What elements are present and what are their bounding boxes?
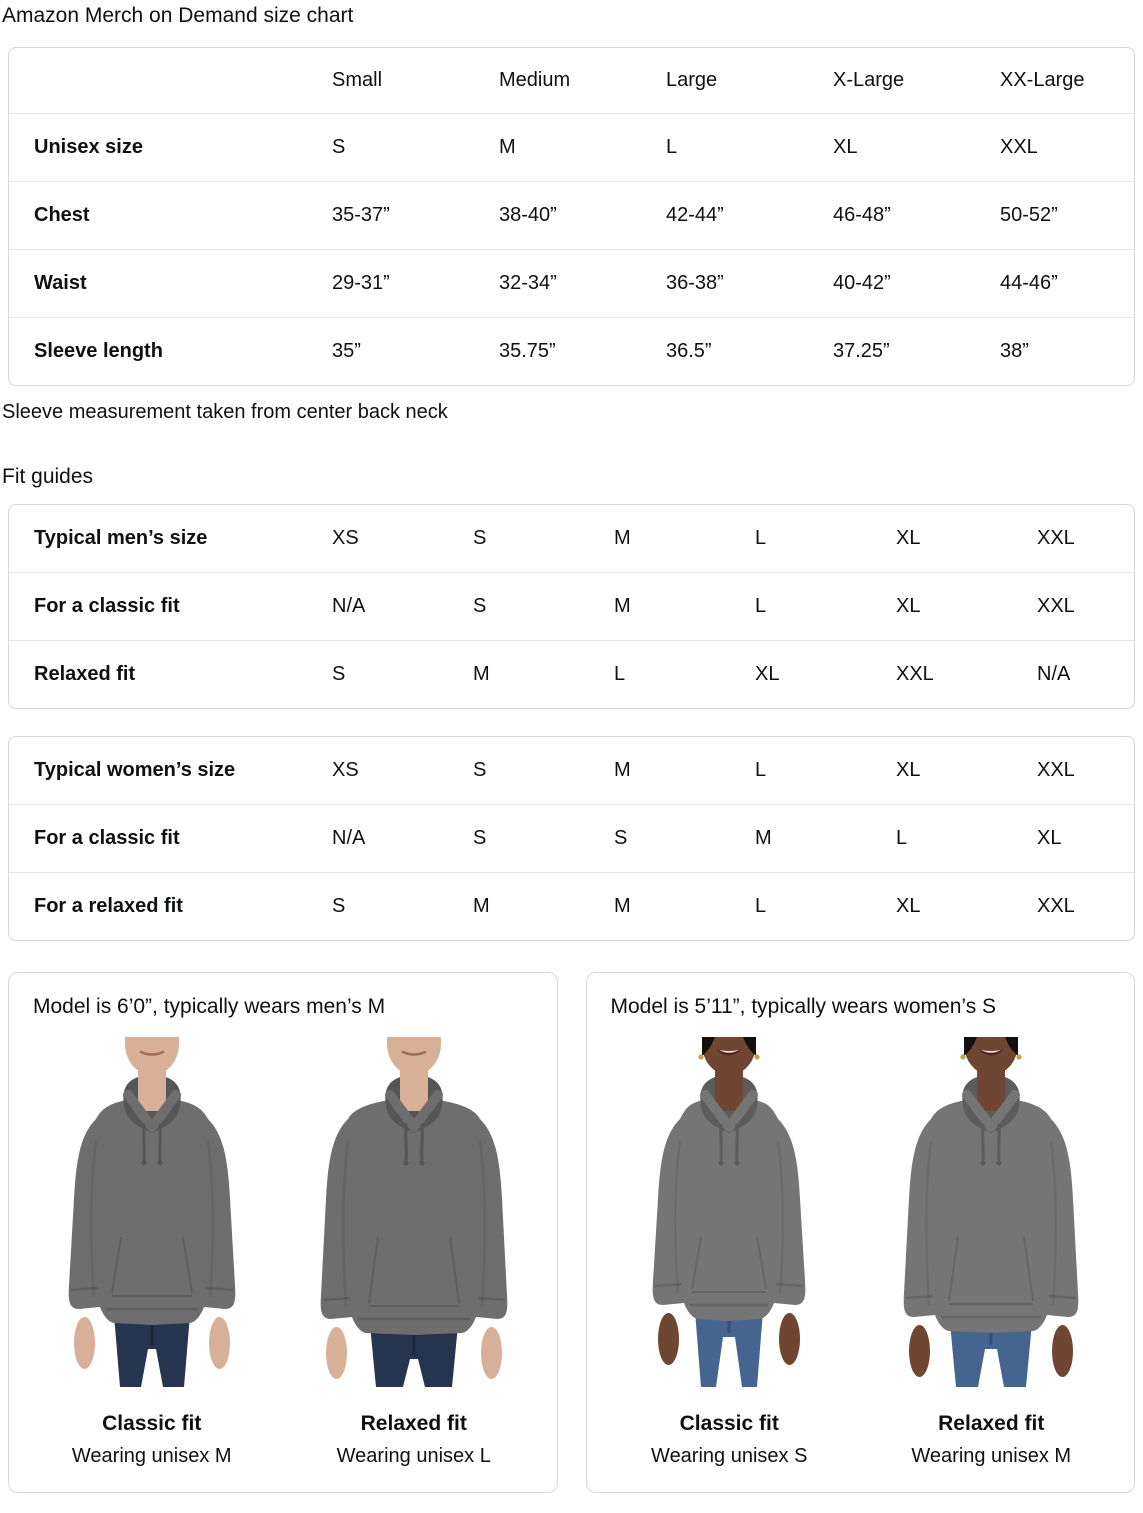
model-figure: [871, 1037, 1111, 1468]
row-label: Sleeve length: [34, 340, 163, 362]
value-cell: 46-48”: [833, 204, 891, 226]
row-label: Typical men’s size: [34, 527, 208, 549]
value-cell: 32-34”: [499, 272, 557, 294]
model-photo: [294, 1037, 534, 1387]
value-cell: 50-52”: [1000, 204, 1058, 226]
table-row: [9, 804, 1134, 872]
value-cell: S: [473, 827, 487, 849]
value-cell: 44-46”: [1000, 272, 1058, 294]
value-cell: M: [473, 895, 490, 917]
value-cell: S: [473, 527, 487, 549]
value-cell: XL: [896, 895, 921, 917]
model-card-women: [586, 972, 1136, 1493]
value-cell: L: [755, 595, 767, 617]
value-cell: 38-40”: [499, 204, 557, 226]
model-cards: [8, 972, 1135, 1493]
sleeve-note: Sleeve measurement taken from center back neck: [2, 401, 448, 423]
value-cell: XXL: [1037, 759, 1075, 781]
fit-label: Relaxed fit: [360, 1412, 467, 1435]
value-cell: XXL: [896, 663, 934, 685]
value-cell: XXL: [1037, 895, 1075, 917]
table-row: [9, 249, 1134, 317]
row-label: Relaxed fit: [34, 663, 136, 685]
value-cell: L: [614, 663, 626, 685]
model-photo: [871, 1037, 1111, 1387]
value-cell: M: [499, 136, 516, 158]
model-photo: [32, 1037, 272, 1387]
table-row: [9, 505, 1134, 572]
value-cell: XL: [896, 759, 921, 781]
page-title: Amazon Merch on Demand size chart: [2, 4, 354, 27]
value-cell: S: [614, 827, 628, 849]
table-row: [9, 640, 1134, 708]
header-row: [9, 48, 1134, 113]
value-cell: XXL: [1037, 527, 1075, 549]
value-cell: L: [755, 759, 767, 781]
value-cell: 35.75”: [499, 340, 556, 362]
model-figure: [32, 1037, 272, 1468]
value-cell: 40-42”: [833, 272, 891, 294]
row-label: For a classic fit: [34, 595, 180, 617]
value-cell: S: [332, 136, 346, 158]
value-cell: S: [473, 595, 487, 617]
value-cell: 37.25”: [833, 340, 890, 362]
model-figure: [609, 1037, 849, 1468]
table-row: [9, 572, 1134, 640]
size-chart-page: [0, 4, 1143, 1513]
value-cell: XL: [755, 663, 780, 685]
fit-label: Classic fit: [102, 1412, 202, 1435]
value-cell: M: [755, 827, 772, 849]
value-cell: XS: [332, 527, 359, 549]
model-card-heading: Model is 5’11”, typically wears women’s S: [610, 995, 997, 1018]
fit-caption: Wearing unisex L: [336, 1445, 491, 1467]
value-cell: N/A: [332, 827, 366, 849]
row-label: Unisex size: [34, 136, 143, 158]
table-row: [9, 737, 1134, 804]
value-cell: L: [896, 827, 908, 849]
table-row: [9, 113, 1134, 181]
model-card-heading: Model is 6’0”, typically wears men’s M: [33, 995, 386, 1018]
value-cell: L: [666, 136, 678, 158]
row-label: For a classic fit: [34, 827, 180, 849]
value-cell: XS: [332, 759, 359, 781]
value-cell: M: [614, 895, 631, 917]
value-cell: 42-44”: [666, 204, 724, 226]
fit-caption: Wearing unisex S: [651, 1445, 808, 1467]
value-cell: M: [473, 663, 490, 685]
fit-label: Classic fit: [679, 1412, 779, 1435]
value-cell: XL: [896, 595, 921, 617]
model-figures: [587, 1037, 1135, 1468]
row-label: Waist: [34, 272, 87, 294]
column-header: X-Large: [833, 69, 905, 91]
value-cell: S: [332, 895, 346, 917]
fit-guides-heading: Fit guides: [2, 465, 94, 488]
row-label: For a relaxed fit: [34, 895, 183, 917]
value-cell: L: [755, 527, 767, 549]
size-table: [8, 47, 1135, 386]
row-label: Chest: [34, 204, 90, 226]
value-cell: 35”: [332, 340, 361, 362]
column-header: XX-Large: [1000, 69, 1085, 91]
fit-guide-table-men: [8, 504, 1135, 709]
fit-label: Relaxed fit: [938, 1412, 1045, 1435]
value-cell: 38”: [1000, 340, 1029, 362]
table-row: [9, 317, 1134, 385]
value-cell: 35-37”: [332, 204, 390, 226]
fit-caption: Wearing unisex M: [71, 1445, 232, 1467]
value-cell: 36-38”: [666, 272, 724, 294]
table-row: [9, 181, 1134, 249]
fit-caption: Wearing unisex M: [911, 1445, 1072, 1467]
value-cell: XXL: [1037, 595, 1075, 617]
value-cell: XL: [1037, 827, 1062, 849]
model-card-men: [8, 972, 558, 1493]
value-cell: L: [755, 895, 767, 917]
model-photo: [609, 1037, 849, 1387]
column-header: Small: [332, 69, 383, 91]
value-cell: N/A: [1037, 663, 1071, 685]
value-cell: 29-31”: [332, 272, 390, 294]
model-figure: [294, 1037, 534, 1468]
table-row: [9, 872, 1134, 940]
column-header: Large: [666, 69, 718, 91]
value-cell: XXL: [1000, 136, 1038, 158]
row-label: Typical women’s size: [34, 759, 236, 781]
value-cell: M: [614, 527, 631, 549]
value-cell: S: [473, 759, 487, 781]
value-cell: XL: [833, 136, 858, 158]
model-figures: [9, 1037, 557, 1468]
value-cell: S: [332, 663, 346, 685]
value-cell: M: [614, 595, 631, 617]
value-cell: M: [614, 759, 631, 781]
value-cell: N/A: [332, 595, 366, 617]
value-cell: XL: [896, 527, 921, 549]
column-header: Medium: [499, 69, 571, 91]
fit-guide-table-women: [8, 736, 1135, 941]
value-cell: 36.5”: [666, 340, 712, 362]
